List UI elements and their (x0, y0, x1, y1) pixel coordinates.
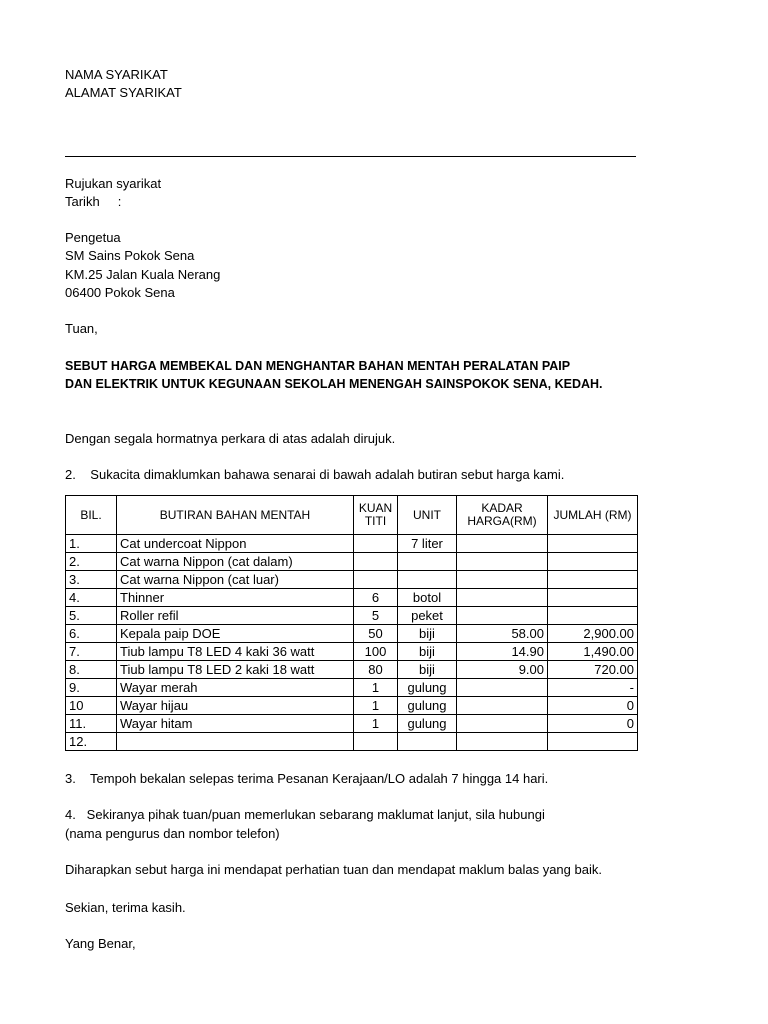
cell-item: Wayar hijau (117, 697, 354, 715)
table-row (66, 607, 638, 625)
cell-quantity: 6 (354, 589, 398, 607)
cell-rate (457, 679, 548, 697)
cell-unit: botol (398, 589, 457, 607)
table-row (66, 697, 638, 715)
cell-item: Cat warna Nippon (cat dalam) (117, 553, 354, 571)
cell-total: 0 (548, 697, 638, 715)
recipient-postcode: 06400 Pokok Sena (65, 285, 175, 300)
paragraph-1: Dengan segala hormatnya perkara di atas adalah dirujuk. (65, 431, 396, 446)
date-label: Tarikh : (65, 194, 122, 209)
table-row (66, 643, 638, 661)
cell-bil: 7. (66, 643, 117, 661)
cell-bil: 1. (66, 535, 117, 553)
paragraph-2: 2. Sukacita dimaklumkan bahawa senarai di bawah adalah butiran sebut harga kami. (65, 467, 565, 482)
cell-unit: gulung (398, 715, 457, 733)
cell-unit (398, 733, 457, 751)
paragraph-4-line-2: (nama pengurus dan nombor telefon) (65, 826, 280, 841)
cell-unit: 7 liter (398, 535, 457, 553)
cell-total (548, 553, 638, 571)
subject-line-1: SEBUT HARGA MEMBEKAL DAN MENGHANTAR BAHAN MENTAH PERALATAN PAIP (65, 359, 571, 373)
header-rate: KADAR HARGA(RM) (457, 496, 548, 535)
cell-item: Kepala paip DOE (117, 625, 354, 643)
cell-item: Wayar merah (117, 679, 354, 697)
cell-unit (398, 571, 457, 589)
cell-quantity: 5 (354, 607, 398, 625)
cell-unit: peket (398, 607, 457, 625)
paragraph-3: 3. Tempoh bekalan selepas terima Pesanan Kerajaan/LO adalah 7 hingga 14 hari. (65, 771, 549, 786)
cell-total: 0 (548, 715, 638, 733)
cell-item: Thinner (117, 589, 354, 607)
table-header-row (66, 496, 638, 535)
cell-quantity (354, 535, 398, 553)
cell-bil: 5. (66, 607, 117, 625)
table-row (66, 733, 638, 751)
table-row (66, 661, 638, 679)
cell-quantity (354, 571, 398, 589)
cell-rate (457, 733, 548, 751)
cell-item: Wayar hitam (117, 715, 354, 733)
cell-total: - (548, 679, 638, 697)
cell-item: Cat warna Nippon (cat luar) (117, 571, 354, 589)
cell-bil: 3. (66, 571, 117, 589)
cell-total (548, 535, 638, 553)
table-row (66, 679, 638, 697)
cell-rate (457, 715, 548, 733)
table-row (66, 535, 638, 553)
cell-bil: 12. (66, 733, 117, 751)
cell-total (548, 571, 638, 589)
cell-item: Tiub lampu T8 LED 2 kaki 18 watt (117, 661, 354, 679)
header-quantity: KUANTITI (354, 496, 398, 535)
cell-rate (457, 607, 548, 625)
cell-unit: gulung (398, 697, 457, 715)
cell-item: Cat undercoat Nippon (117, 535, 354, 553)
cell-quantity: 100 (354, 643, 398, 661)
cell-bil: 10 (66, 697, 117, 715)
header-item: BUTIRAN BAHAN MENTAH (117, 496, 354, 535)
cell-unit: biji (398, 625, 457, 643)
recipient-address: KM.25 Jalan Kuala Nerang (65, 267, 221, 282)
cell-quantity: 1 (354, 715, 398, 733)
cell-unit: gulung (398, 679, 457, 697)
cell-quantity: 80 (354, 661, 398, 679)
cell-unit (398, 553, 457, 571)
cell-bil: 2. (66, 553, 117, 571)
cell-bil: 6. (66, 625, 117, 643)
cell-item: Roller refil (117, 607, 354, 625)
recipient-title: Pengetua (65, 230, 121, 245)
table-row (66, 571, 638, 589)
salutation: Tuan, (65, 321, 98, 336)
reference-label: Rujukan syarikat (65, 176, 162, 191)
cell-bil: 8. (66, 661, 117, 679)
cell-rate: 14.90 (457, 643, 548, 661)
cell-item (117, 733, 354, 751)
recipient-school: SM Sains Pokok Sena (65, 248, 195, 263)
table-row (66, 553, 638, 571)
cell-unit: biji (398, 661, 457, 679)
cell-total: 720.00 (548, 661, 638, 679)
cell-quantity (354, 733, 398, 751)
table-row (66, 715, 638, 733)
closing-thanks: Sekian, terima kasih. (65, 900, 186, 915)
cell-rate (457, 697, 548, 715)
cell-rate (457, 535, 548, 553)
cell-total (548, 733, 638, 751)
cell-quantity: 1 (354, 679, 398, 697)
cell-bil: 4. (66, 589, 117, 607)
company-address: ALAMAT SYARIKAT (65, 85, 182, 100)
header-divider (65, 156, 636, 157)
closing-signoff: Yang Benar, (65, 936, 136, 951)
quotation-table (65, 495, 638, 751)
cell-rate: 58.00 (457, 625, 548, 643)
cell-total (548, 607, 638, 625)
cell-rate (457, 571, 548, 589)
cell-bil: 9. (66, 679, 117, 697)
cell-rate (457, 589, 548, 607)
header-total: JUMLAH (RM) (548, 496, 638, 535)
cell-total: 2,900.00 (548, 625, 638, 643)
cell-rate: 9.00 (457, 661, 548, 679)
paragraph-5: Diharapkan sebut harga ini mendapat perhatian tuan dan mendapat maklum balas yang baik. (65, 862, 602, 877)
cell-bil: 11. (66, 715, 117, 733)
cell-total (548, 589, 638, 607)
paragraph-4-line-1: 4. Sekiranya pihak tuan/puan memerlukan sebarang maklumat lanjut, sila hubungi (65, 807, 545, 822)
cell-total: 1,490.00 (548, 643, 638, 661)
cell-rate (457, 553, 548, 571)
header-bil: BIL. (66, 496, 117, 535)
table-row (66, 625, 638, 643)
company-name: NAMA SYARIKAT (65, 67, 168, 82)
header-unit: UNIT (398, 496, 457, 535)
cell-quantity (354, 553, 398, 571)
subject-line-2: DAN ELEKTRIK UNTUK KEGUNAAN SEKOLAH MENENGAH SAINSPOKOK SENA, KEDAH. (65, 377, 603, 391)
table-row (66, 589, 638, 607)
cell-quantity: 1 (354, 697, 398, 715)
cell-quantity: 50 (354, 625, 398, 643)
cell-unit: biji (398, 643, 457, 661)
cell-item: Tiub lampu T8 LED 4 kaki 36 watt (117, 643, 354, 661)
